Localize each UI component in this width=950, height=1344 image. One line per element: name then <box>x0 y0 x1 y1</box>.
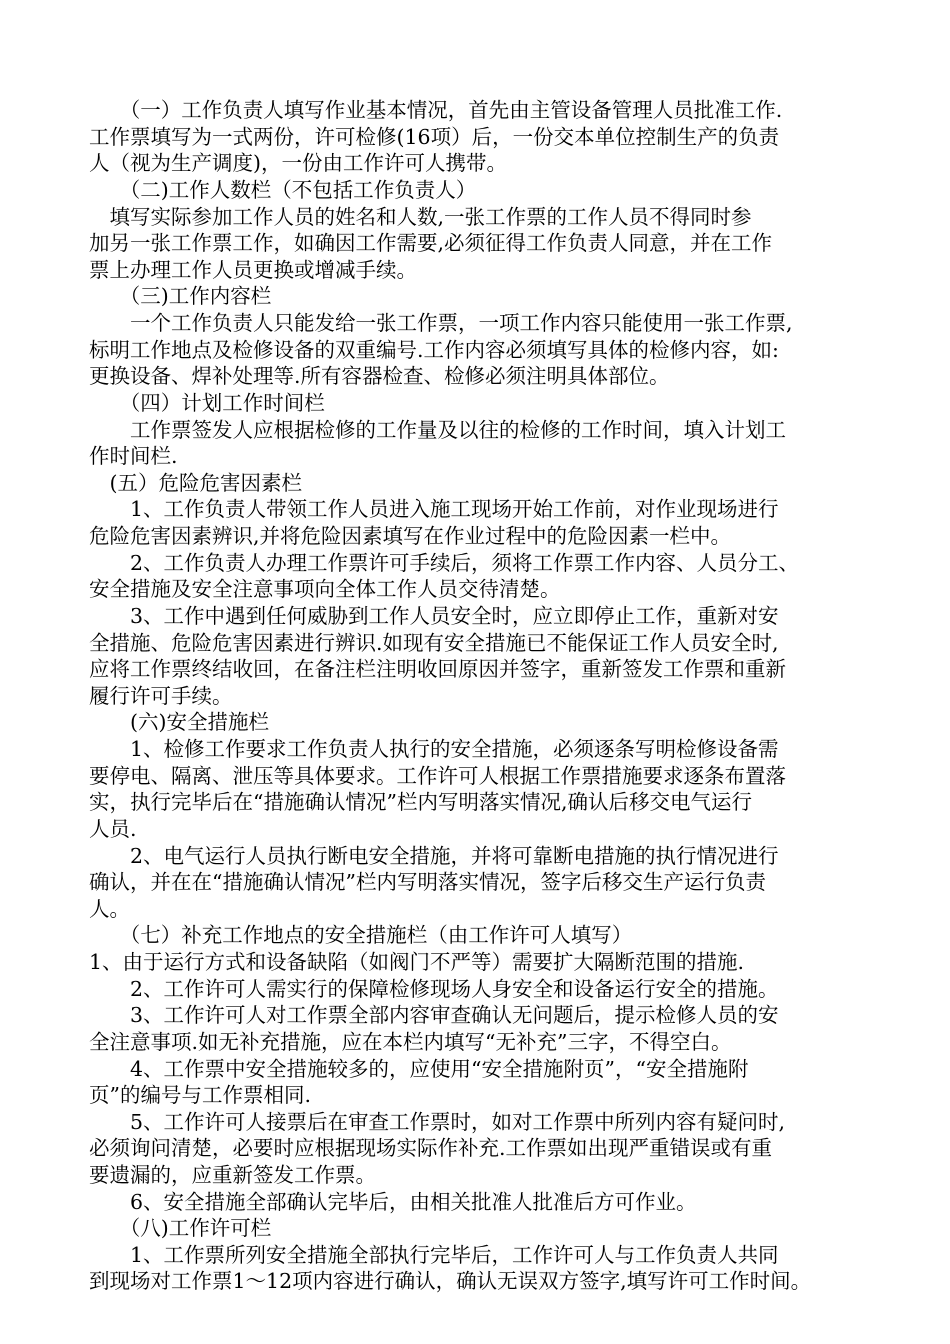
text-line: 人员. <box>89 817 137 841</box>
text-line: 标明工作地点及检修设备的双重编号.工作内容必须填写具体的检修内容，如: <box>89 338 779 362</box>
text-line: （七）补充工作地点的安全措施栏（由工作许可人填写） <box>89 923 633 947</box>
text-line: （一）工作负责人填写作业基本情况，首先由主管设备管理人员批准工作. <box>89 98 783 122</box>
text-line: 全措施、危险危害因素进行辨识.如现有安全措施已不能保证工作人员安全时, <box>89 631 779 655</box>
text-line: 1、由于运行方式和设备缺陷（如阀门不严等）需要扩大隔断范围的措施. <box>89 950 745 974</box>
text-line: 3、工作许可人对工作票全部内容审查确认无问题后，提示检修人员的安 <box>89 1003 779 1027</box>
text-line: 1、工作负责人带领工作人员进入施工现场开始工作前，对作业现场进行 <box>89 497 779 521</box>
text-line: 工作票填写为一式两份，许可检修(16项）后，一份交本单位控制生产的负责 <box>89 125 780 149</box>
text-line: （三)工作内容栏 <box>89 284 272 308</box>
text-line: 5、工作许可人接票后在审查工作票时，如对工作票中所列内容有疑问时, <box>89 1110 786 1134</box>
text-line: (五）危险危害因素栏 <box>89 471 302 495</box>
text-line: 应将工作票终结收回，在备注栏注明收回原因并签字，重新签发工作票和重新 <box>89 657 786 681</box>
text-line: 2、工作许可人需实行的保障检修现场人身安全和设备运行安全的措施。 <box>89 977 779 1001</box>
text-line: 3、工作中遇到任何威胁到工作人员安全时，应立即停止工作，重新对安 <box>89 604 779 628</box>
text-line: 1、工作票所列安全措施全部执行完毕后，工作许可人与工作负责人共同 <box>89 1243 779 1267</box>
text-line: 2、电气运行人员执行断电安全措施，并将可靠断电措施的执行情况进行 <box>89 844 779 868</box>
text-line: 实，执行完毕后在“措施确认情况”栏内写明落实情况,确认后移交电气运行 <box>89 790 752 814</box>
text-line: 人。 <box>89 897 130 921</box>
text-line: 工作票签发人应根据检修的工作量及以往的检修的工作时间，填入计划工 <box>89 418 786 442</box>
text-line: 作时间栏. <box>89 444 178 468</box>
text-line: 危险危害因素辨识,并将危险因素填写在作业过程中的危险因素一栏中。 <box>89 524 732 548</box>
text-line: 到现场对工作票1～12项内容进行确认，确认无误双方签字,填写许可工作时间。 <box>89 1269 812 1293</box>
text-line: 页”的编号与工作票相同. <box>89 1083 311 1107</box>
text-line: 加另一张工作票工作，如确因工作需要,必须征得工作负责人同意，并在工作 <box>89 231 773 255</box>
text-line: 全注意事项.如无补充措施，应在本栏内填写“无补充”三字，不得空白。 <box>89 1030 732 1054</box>
text-line: 要遗漏的，应重新签发工作票。 <box>89 1163 376 1187</box>
text-line: 要停电、隔离、泄压等具体要求。工作许可人根据工作票措施要求逐条布置落 <box>89 764 786 788</box>
text-line: 人（视为生产调度)，一份由工作许可人携带。 <box>89 151 507 175</box>
text-line: （四）计划工作时间栏 <box>89 391 325 415</box>
text-line: 履行许可手续。 <box>89 684 233 708</box>
text-line: 确认，并在在“措施确认情况”栏内写明落实情况，签字后移交生产运行负责 <box>89 870 766 894</box>
text-line: 1、检修工作要求工作负责人执行的安全措施，必须逐条写明检修设备需 <box>89 737 779 761</box>
text-line: 4、工作票中安全措施较多的，应使用“安全措施附页”，“安全措施附 <box>89 1057 749 1081</box>
text-line: （八)工作许可栏 <box>89 1216 272 1240</box>
text-line: 必须询问清楚，必要时应根据现场实际作补充.工作票如出现严重错误或有重 <box>89 1136 773 1160</box>
text-line: 一个工作负责人只能发给一张工作票，一项工作内容只能使用一张工作票, <box>89 311 793 335</box>
text-line: 6、安全措施全部确认完毕后，由相关批准人批准后方可作业。 <box>89 1190 697 1214</box>
text-line: 更换设备、焊补处理等.所有容器检查、检修必须注明具体部位。 <box>89 364 670 388</box>
text-line: 填写实际参加工作人员的姓名和人数,一张工作票的工作人员不得同时参 <box>89 205 752 229</box>
text-line: 安全措施及安全注意事项向全体工作人员交待清楚。 <box>89 577 561 601</box>
text-line: （二)工作人数栏（不包括工作负责人） <box>89 178 477 202</box>
text-line: (六)安全措施栏 <box>89 710 269 734</box>
text-line: 2、工作负责人办理工作票许可手续后，须将工作票工作内容、人员分工、 <box>89 551 800 575</box>
text-line: 票上办理工作人员更换或增减手续。 <box>89 258 417 282</box>
